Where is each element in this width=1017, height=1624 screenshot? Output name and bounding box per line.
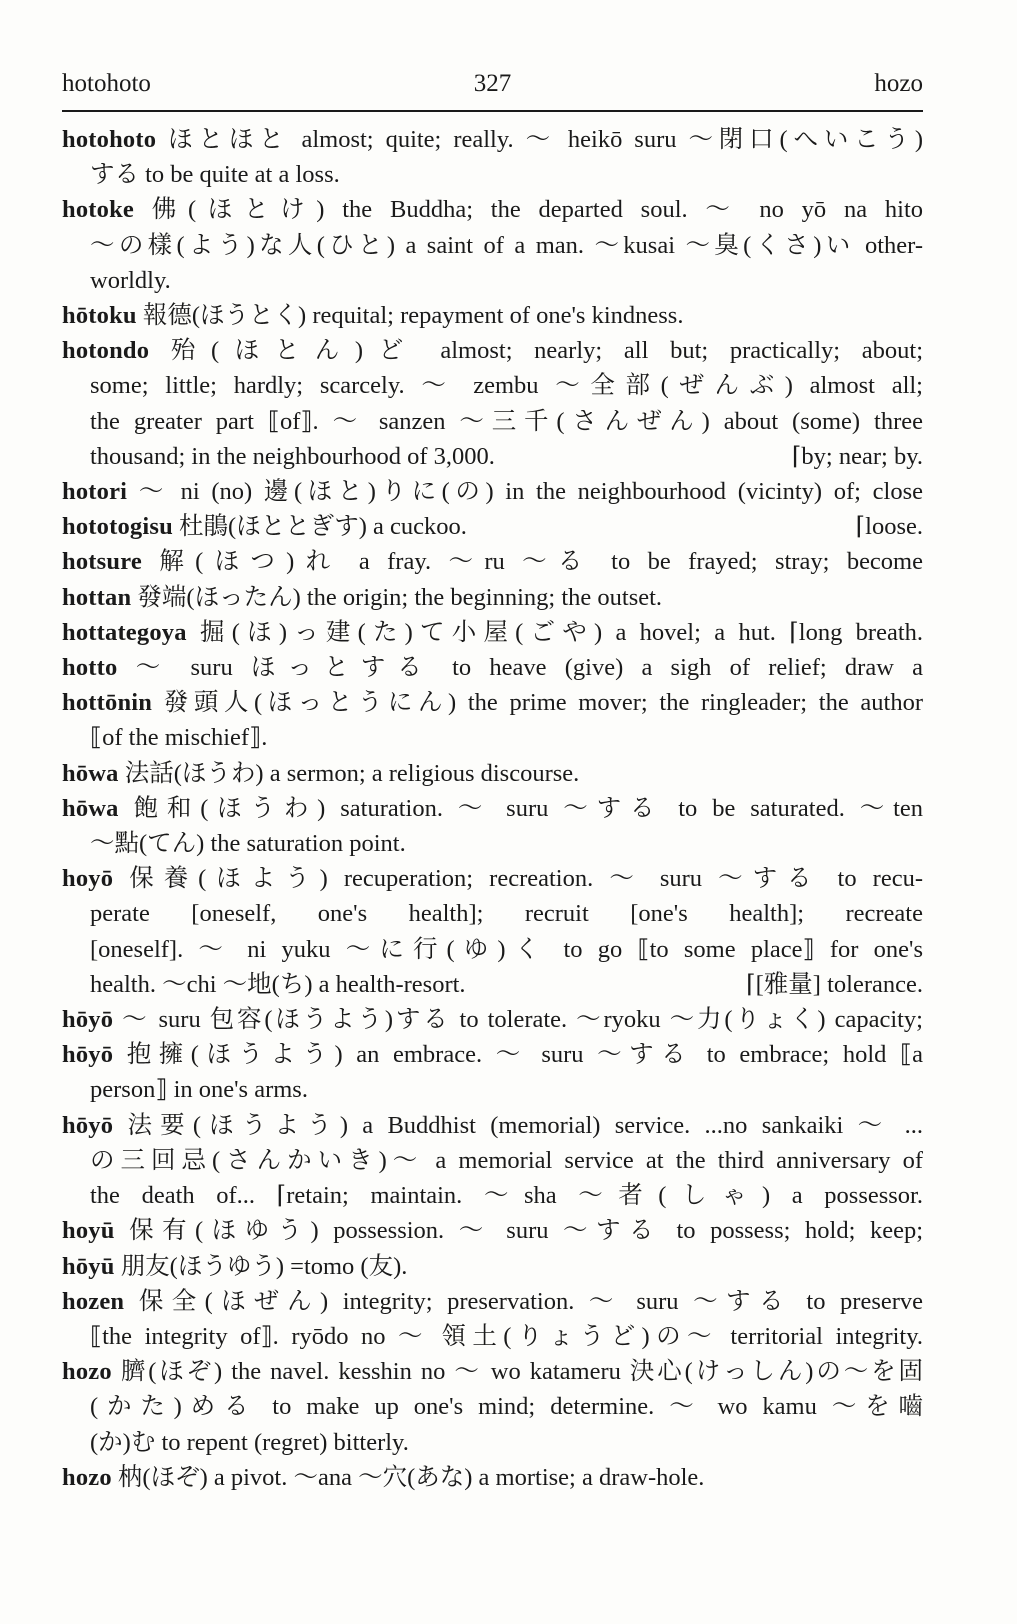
headword: hoyō — [62, 865, 114, 893]
definition-text: ～點(てん) the saturation point. — [90, 830, 406, 858]
definition-text: 發端(ほったん) the origin; the beginning; the outset. — [137, 583, 663, 611]
entry-line — [62, 333, 923, 368]
definition-text: 報德(ほうとく) requital; repayment of one's kindness. — [142, 302, 684, 330]
definition-text: の三回忌(さんかいき)～ a memorial service at the third anniversary of — [90, 1146, 923, 1174]
entry-continuation-line — [62, 404, 923, 439]
definition-text: ～の樣(よう)な人(ひと) a saint of a man. ～kusai ～臭(くさ)い other- — [90, 231, 923, 259]
entry-continuation-line — [62, 228, 923, 263]
entry-line — [62, 1002, 923, 1037]
headword: hōwa — [62, 794, 119, 822]
entry-line — [62, 298, 923, 333]
headword: hottōnin — [62, 689, 153, 717]
header-first-word: hotohoto — [62, 70, 151, 97]
running-header — [62, 66, 923, 106]
header-last-word: hozo — [874, 70, 923, 97]
definition-text: ～ ni (no) 邊(ほと)りに(の) in the neighbourhood (vicinty) of; close — [138, 478, 923, 506]
entry-continuation-line — [62, 368, 923, 403]
entry-continuation-line — [62, 1319, 923, 1354]
definition-text: health. ～chi ～地(ち) a health-resort. — [90, 970, 466, 998]
headword: hototogisu — [62, 513, 173, 541]
entry-continuation-line — [62, 1143, 923, 1178]
definition-text: ⟦the integrity of⟧. ryōdo no ～ 領土(りょうど)の～ territorial integrity. — [90, 1322, 923, 1350]
definition-text: thousand; in the neighbourhood of 3,000. — [90, 442, 495, 470]
headword: hotohoto — [62, 126, 157, 153]
definition-text: 殆(ほとん)ど almost; nearly; all but; practically; about; — [170, 337, 923, 365]
definition-text: (か)む to repent (regret) bitterly. — [90, 1428, 409, 1456]
headword: hōyō — [62, 1111, 114, 1139]
headword: hotoke — [62, 196, 134, 224]
entry-line — [62, 756, 923, 791]
entry-line — [62, 580, 923, 615]
entry-continuation-line — [62, 720, 923, 755]
entry-line — [62, 192, 923, 227]
entry-continuation-line — [62, 896, 923, 931]
definition-text: ほとほと almost; quite; really. ～ heikō suru ～閉口(へいこう) — [168, 126, 923, 153]
definition-text: 保養(ほよう) recuperation; recreation. ～ suru ～する to recu- — [129, 865, 923, 893]
entry-continuation-line — [62, 826, 923, 861]
entry-continuation-line — [62, 439, 923, 474]
definition-text: 法話(ほうわ) a sermon; a religious discourse. — [124, 759, 580, 787]
headword: hōyū — [62, 1252, 115, 1280]
headword: hōtoku — [62, 302, 137, 330]
entry-line — [62, 509, 923, 544]
entry-line — [62, 791, 923, 826]
entry-line — [62, 1354, 923, 1389]
headword: hottategoya — [62, 618, 187, 646]
definition-text: 臍(ほぞ) the navel. kesshin no ～ wo katameru 決心(けっしん)の～を固 — [120, 1358, 923, 1386]
entry-line — [62, 1460, 923, 1495]
headword: hozo — [62, 1463, 112, 1491]
definition-text: 抱擁(ほうよう) an embrace. ～ suru ～する to embrace; hold ⟦a — [126, 1041, 923, 1069]
margin-continuation: ⌈by; near; by. — [791, 442, 923, 470]
entry-continuation-line — [62, 932, 923, 967]
entry-line — [62, 650, 923, 685]
headword: hottan — [62, 583, 132, 611]
headword: hōyō — [62, 1041, 114, 1069]
headword: hotondo — [62, 337, 150, 365]
definition-text: ～ suru 包容(ほうよう)する to tolerate. ～ryoku ～力(りょく) capacity; — [122, 1006, 923, 1034]
definition-text: 法要(ほうよう) a Buddhist (memorial) service. ...no sankaiki ～ ... — [127, 1111, 923, 1139]
entry-continuation-line — [62, 1072, 923, 1107]
definition-text: 解(ほつ)れ a fray. ～ru ～る to be frayed; stray; become — [159, 548, 923, 576]
definition-text: 發頭人(ほっとうにん) the prime mover; the ringleader; the author — [163, 689, 923, 717]
definition-text: the greater part ⟦of⟧. ～ sanzen ～三千(さんぜん) about (some) three — [90, 407, 923, 435]
entry-continuation-line — [62, 1425, 923, 1460]
entry-continuation-line — [62, 157, 923, 192]
definition-text: 保有(ほゆう) possession. ～ suru ～する to possess; hold; keep; — [129, 1217, 923, 1245]
headword: hōyō — [62, 1006, 114, 1034]
entry-continuation-line — [62, 263, 923, 298]
definition-text: 掘(ほ)っ建(た)て小屋(ごや) a hovel; a hut. ⌈long breath. — [200, 618, 923, 646]
entry-line — [62, 474, 923, 509]
entry-line — [62, 1108, 923, 1143]
entry-line — [62, 1284, 923, 1319]
definition-text: the death of... ⌈retain; maintain. ～sha ～者(しゃ) a possessor. — [90, 1182, 923, 1210]
definition-text: 朋友(ほうゆう) =tomo (友). — [120, 1252, 408, 1280]
definition-text: 杜鵑(ほととぎす) a cuckoo. — [179, 513, 467, 541]
definition-text: 枘(ほぞ) a pivot. ～ana ～穴(あな) a mortise; a draw-hole. — [117, 1463, 705, 1491]
entry-line — [62, 122, 923, 157]
dictionary-entries — [62, 122, 923, 1495]
entry-line — [62, 615, 923, 650]
definition-text: 飽和(ほうわ) saturation. ～ suru ～する to be saturated. ～ten — [133, 794, 923, 822]
definition-text: 佛(ほとけ) the Buddha; the departed soul. ～ no yō na hito — [151, 196, 923, 224]
headword: hotto — [62, 654, 118, 682]
margin-continuation: ⌈[雅量] tolerance. — [746, 970, 923, 998]
entry-continuation-line — [62, 1178, 923, 1213]
entry-line — [62, 861, 923, 896]
definition-text: (かた)める to make up one's mind; determine. ～ wo kamu ～を嚙 — [90, 1393, 923, 1421]
definition-text: [oneself]. ～ ni yuku ～に行(ゆ)く to go ⟦to some place⟧ for one's — [90, 935, 923, 963]
headword: hozen — [62, 1287, 125, 1315]
definition-text: perate [oneself, one's health]; recruit [one's health]; recreate — [90, 900, 923, 928]
entry-continuation-line — [62, 1389, 923, 1424]
entry-line — [62, 1213, 923, 1248]
headword: hotsure — [62, 548, 142, 576]
definition-text: ～ suru ほっとする to heave (give) a sigh of relief; draw a — [135, 654, 923, 682]
headword: hoyū — [62, 1217, 115, 1245]
entry-continuation-line — [62, 967, 923, 1002]
definition-text: some; little; hardly; scarcely. ～ zembu ～全部(ぜんぶ) almost all; — [90, 372, 923, 400]
definition-text: worldly. — [90, 266, 171, 294]
entry-line — [62, 1037, 923, 1072]
entry-line — [62, 685, 923, 720]
definition-text: する to be quite at a loss. — [90, 161, 340, 189]
headword: hōwa — [62, 759, 119, 787]
definition-text: person⟧ in one's arms. — [90, 1076, 308, 1104]
definition-text: 保全(ほぜん) integrity; preservation. ～ suru ～する to preserve — [138, 1287, 923, 1315]
definition-text: ⟦of the mischief⟧. — [90, 724, 268, 752]
headword: hozo — [62, 1358, 112, 1386]
entry-line — [62, 1249, 923, 1284]
entry-line — [62, 544, 923, 579]
header-rule — [62, 110, 923, 112]
page-number: 327 — [473, 70, 512, 97]
margin-continuation: ⌈loose. — [855, 513, 923, 541]
headword: hotori — [62, 478, 128, 506]
